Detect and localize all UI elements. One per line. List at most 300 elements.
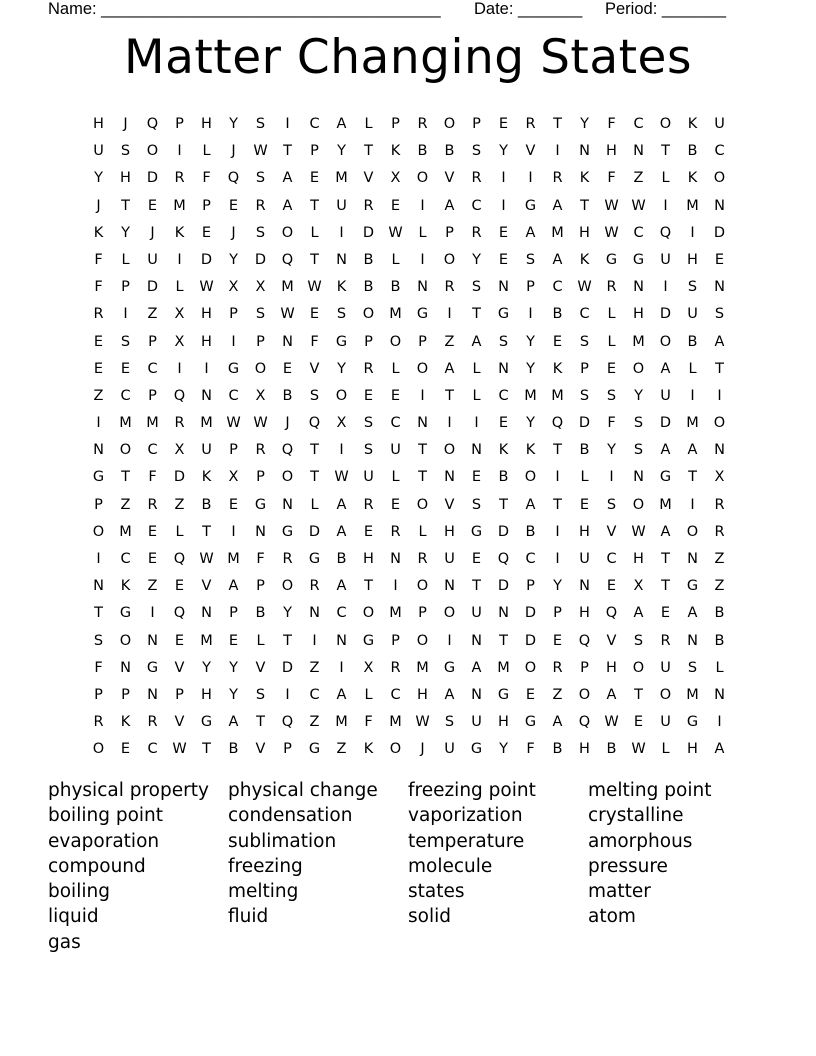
grid-letter: N <box>687 632 698 649</box>
grid-letter: G <box>605 251 618 268</box>
grid-letter: Z <box>309 714 320 731</box>
grid-letter: G <box>470 523 483 540</box>
grid-letter: Q <box>281 251 294 268</box>
grid-letter: E <box>498 116 509 132</box>
grid-letter: F <box>94 659 103 676</box>
grid-letter: T <box>283 632 292 649</box>
grid-letter: K <box>174 224 185 241</box>
grid-letter: A <box>606 686 617 703</box>
grid-letter: A <box>552 251 563 268</box>
grid-letter: M <box>551 387 564 404</box>
word-bank-item: compound <box>48 855 146 877</box>
grid-letter: T <box>418 442 427 459</box>
grid-letter: P <box>391 116 400 132</box>
grid-letter: I <box>231 333 236 350</box>
grid-letter: B <box>390 279 401 296</box>
grid-letter: D <box>254 251 267 268</box>
grid-letter: R <box>390 523 401 540</box>
grid-letter: F <box>607 116 616 132</box>
grid-letter: O <box>632 360 645 377</box>
grid-letter: M <box>389 605 402 622</box>
grid-letter: P <box>418 333 427 350</box>
grid-letter: V <box>255 659 266 676</box>
grid-letter: E <box>471 469 482 486</box>
grid-letter: S <box>336 306 347 323</box>
grid-letter: L <box>202 143 211 160</box>
grid-letter: I <box>177 360 182 377</box>
grid-letter: Q <box>173 605 186 622</box>
grid-letter: T <box>661 143 670 160</box>
grid-letter: Y <box>553 578 562 595</box>
grid-letter: B <box>228 741 239 758</box>
grid-letter: I <box>501 170 506 187</box>
grid-letter: M <box>335 714 348 731</box>
grid-letter: F <box>256 551 265 567</box>
grid-letter: E <box>660 605 671 622</box>
grid-letter: C <box>147 741 158 758</box>
grid-letter: L <box>715 659 724 676</box>
grid-letter: O <box>416 360 429 377</box>
grid-letter: O <box>281 469 294 486</box>
grid-letter: A <box>336 496 347 513</box>
grid-letter: Z <box>147 578 158 595</box>
grid-letter: L <box>661 741 670 758</box>
grid-letter: O <box>119 442 132 459</box>
grid-letter: Z <box>552 686 563 703</box>
grid-letter: U <box>687 306 698 323</box>
grid-letter: F <box>364 714 373 731</box>
grid-letter: E <box>120 741 131 758</box>
grid-letter: U <box>660 387 671 404</box>
grid-letter: M <box>686 197 699 214</box>
grid-letter: E <box>498 415 509 432</box>
grid-letter: N <box>93 442 104 459</box>
grid-letter: F <box>310 333 319 350</box>
grid-letter: M <box>389 306 402 323</box>
grid-letter: W <box>631 197 646 214</box>
grid-letter: A <box>444 197 455 214</box>
grid-letter: E <box>363 523 374 540</box>
grid-letter: S <box>93 632 104 649</box>
grid-letter: O <box>335 387 348 404</box>
grid-letter: M <box>551 224 564 241</box>
grid-letter: H <box>444 523 455 540</box>
grid-letter: H <box>201 333 212 350</box>
grid-letter: T <box>364 143 373 160</box>
grid-letter: D <box>524 605 537 622</box>
grid-letter: N <box>417 279 428 296</box>
grid-letter: U <box>147 251 158 268</box>
grid-letter: O <box>362 605 375 622</box>
grid-letter: C <box>552 279 563 296</box>
grid-letter: S <box>120 333 131 350</box>
grid-letter: W <box>631 741 646 758</box>
grid-letter: B <box>498 469 509 486</box>
grid-letter: M <box>416 659 429 676</box>
grid-letter: G <box>443 659 456 676</box>
grid-letter: N <box>498 360 509 377</box>
grid-letter: S <box>471 143 482 160</box>
word-bank-item: pressure <box>588 855 668 877</box>
grid-letter: R <box>552 659 563 676</box>
grid-letter: S <box>687 659 698 676</box>
grid-letter: S <box>687 279 698 296</box>
grid-letter: E <box>471 551 482 567</box>
grid-letter: O <box>659 116 672 132</box>
grid-letter: T <box>553 442 562 459</box>
word-bank-item: crystalline <box>588 805 684 827</box>
grid-letter: B <box>552 741 563 758</box>
period-field-label: Period: _______ <box>605 0 727 18</box>
grid-letter: I <box>717 714 722 731</box>
grid-letter: S <box>444 714 455 731</box>
header-fields <box>48 0 768 20</box>
grid-letter: R <box>525 116 536 132</box>
grid-letter: L <box>607 306 616 323</box>
grid-letter: S <box>309 387 320 404</box>
grid-letter: W <box>604 714 619 731</box>
grid-letter: Q <box>659 224 672 241</box>
grid-letter: Y <box>472 251 481 268</box>
grid-letter: N <box>714 279 725 296</box>
grid-letter: D <box>146 170 159 187</box>
grid-letter: P <box>256 578 265 595</box>
grid-letter: E <box>552 632 563 649</box>
grid-letter: S <box>606 496 617 513</box>
grid-letter: L <box>661 170 670 187</box>
grid-letter: R <box>282 551 293 567</box>
grid-letter: N <box>471 632 482 649</box>
grid-letter: W <box>604 224 619 241</box>
grid-letter: P <box>283 741 292 758</box>
grid-letter: I <box>150 605 155 622</box>
grid-letter: C <box>633 224 644 241</box>
grid-letter: O <box>416 170 429 187</box>
grid-letter: R <box>552 170 563 187</box>
grid-letter: Y <box>337 360 346 377</box>
grid-letter: I <box>447 306 452 323</box>
grid-letter: Q <box>146 116 159 132</box>
grid-letter: P <box>202 197 211 214</box>
grid-letter: Y <box>229 686 238 703</box>
grid-letter: P <box>526 578 535 595</box>
word-bank-item: freezing point <box>408 780 536 801</box>
grid-letter: Q <box>578 632 591 649</box>
grid-letter: V <box>201 578 212 595</box>
grid-letter: A <box>525 496 536 513</box>
grid-letter: T <box>661 551 670 567</box>
grid-letter: P <box>175 686 184 703</box>
grid-letter: S <box>525 251 536 268</box>
grid-letter: Y <box>229 659 238 676</box>
grid-letter: U <box>444 551 455 567</box>
grid-letter: V <box>174 714 185 731</box>
grid-letter: R <box>363 360 374 377</box>
grid-letter: A <box>336 523 347 540</box>
grid-letter: F <box>94 251 103 268</box>
grid-letter: T <box>580 197 589 214</box>
grid-letter: A <box>633 605 644 622</box>
grid-letter: S <box>363 442 374 459</box>
grid-letter: A <box>471 659 482 676</box>
grid-letter: A <box>228 578 239 595</box>
grid-letter: S <box>579 387 590 404</box>
grid-letter: I <box>393 578 398 595</box>
word-bank-item: solid <box>408 906 451 928</box>
grid-letter: O <box>524 469 537 486</box>
grid-letter: R <box>714 496 725 513</box>
grid-letter: I <box>555 551 560 567</box>
grid-letter: D <box>524 632 537 649</box>
grid-letter: G <box>524 714 537 731</box>
grid-letter: K <box>579 251 590 268</box>
grid-letter: B <box>606 741 617 758</box>
grid-letter: E <box>228 197 239 214</box>
grid-letter: M <box>200 415 213 432</box>
grid-letter: O <box>659 333 672 350</box>
grid-letter: G <box>470 741 483 758</box>
grid-letter: E <box>498 224 509 241</box>
grid-letter: H <box>201 116 212 132</box>
grid-letter: N <box>498 279 509 296</box>
grid-letter: N <box>282 333 293 350</box>
grid-letter: M <box>146 415 159 432</box>
grid-letter: W <box>307 279 322 296</box>
grid-letter: P <box>229 442 238 459</box>
grid-letter: X <box>390 170 401 187</box>
grid-letter: Z <box>147 306 158 323</box>
grid-letter: C <box>579 306 590 323</box>
grid-letter: M <box>119 415 132 432</box>
grid-letter: X <box>228 279 239 296</box>
grid-letter: H <box>498 714 509 731</box>
grid-letter: N <box>687 551 698 567</box>
grid-letter: H <box>579 741 590 758</box>
grid-letter: I <box>555 469 560 486</box>
grid-letter: I <box>96 415 101 432</box>
grid-letter: M <box>200 632 213 649</box>
grid-letter: I <box>123 306 128 323</box>
grid-letter: H <box>687 741 698 758</box>
grid-letter: L <box>310 224 319 241</box>
grid-letter: E <box>525 686 536 703</box>
grid-letter: W <box>199 551 214 567</box>
grid-letter: P <box>148 387 157 404</box>
grid-letter: N <box>120 659 131 676</box>
grid-letter: G <box>335 333 348 350</box>
grid-letter: P <box>580 659 589 676</box>
grid-letter: I <box>609 469 614 486</box>
grid-letter: E <box>201 224 212 241</box>
grid-letter: B <box>714 632 725 649</box>
grid-letter: G <box>119 605 132 622</box>
grid-letter: V <box>606 632 617 649</box>
grid-letter: X <box>363 659 374 676</box>
grid-letter: K <box>687 170 698 187</box>
grid-letter: N <box>579 578 590 595</box>
grid-letter: U <box>444 741 455 758</box>
grid-letter: U <box>579 551 590 567</box>
grid-letter: L <box>472 387 481 404</box>
grid-letter: Y <box>94 170 103 187</box>
grid-letter: A <box>336 686 347 703</box>
grid-letter: P <box>229 605 238 622</box>
grid-letter: N <box>714 686 725 703</box>
grid-letter: I <box>555 523 560 540</box>
grid-letter: E <box>390 197 401 214</box>
grid-letter: E <box>147 197 158 214</box>
grid-letter: B <box>363 251 374 268</box>
word-bank-item: amorphous <box>588 830 693 852</box>
grid-letter: G <box>686 714 699 731</box>
grid-letter: D <box>146 279 159 296</box>
grid-letter: S <box>606 387 617 404</box>
grid-letter: T <box>688 469 697 486</box>
word-bank-item: physical change <box>228 780 378 801</box>
word-search-grid <box>85 114 733 767</box>
grid-letter: L <box>580 469 589 486</box>
grid-letter: E <box>174 632 185 649</box>
grid-letter: F <box>94 279 103 296</box>
word-bank-item: physical property <box>48 780 209 801</box>
grid-letter: N <box>201 387 212 404</box>
grid-letter: F <box>607 415 616 432</box>
grid-letter: K <box>552 360 563 377</box>
grid-letter: Y <box>526 360 535 377</box>
grid-letter: G <box>92 469 105 486</box>
grid-letter: N <box>498 605 509 622</box>
grid-letter: S <box>120 143 131 160</box>
grid-letter: A <box>228 714 239 731</box>
grid-letter: D <box>659 306 672 323</box>
grid-letter: E <box>228 632 239 649</box>
grid-letter: L <box>472 360 481 377</box>
grid-letter: P <box>256 333 265 350</box>
grid-letter: I <box>285 686 290 703</box>
grid-letter: G <box>362 632 375 649</box>
grid-letter: H <box>579 523 590 540</box>
grid-letter: N <box>444 578 455 595</box>
grid-letter: J <box>285 415 290 432</box>
grid-letter: P <box>472 116 481 132</box>
grid-letter: A <box>336 116 347 132</box>
grid-letter: E <box>633 714 644 731</box>
grid-letter: F <box>526 741 535 758</box>
grid-letter: E <box>363 387 374 404</box>
grid-letter: M <box>524 387 537 404</box>
grid-letter: E <box>93 333 104 350</box>
grid-letter: Y <box>580 116 589 132</box>
grid-letter: E <box>93 360 104 377</box>
grid-letter: R <box>255 442 266 459</box>
word-bank-item: states <box>408 881 465 903</box>
grid-letter: X <box>714 469 725 486</box>
grid-letter: G <box>146 659 159 676</box>
grid-letter: R <box>363 197 374 214</box>
grid-letter: B <box>201 496 212 513</box>
grid-letter: Y <box>121 224 130 241</box>
grid-letter: K <box>579 170 590 187</box>
grid-letter: S <box>633 415 644 432</box>
grid-letter: M <box>389 714 402 731</box>
grid-letter: V <box>444 496 455 513</box>
grid-letter: P <box>418 605 427 622</box>
grid-letter: C <box>147 360 158 377</box>
grid-letter: U <box>390 442 401 459</box>
grid-letter: W <box>280 306 295 323</box>
grid-letter: H <box>120 170 131 187</box>
word-bank-item: sublimation <box>228 830 337 852</box>
grid-letter: T <box>634 686 643 703</box>
grid-letter: M <box>632 333 645 350</box>
grid-letter: I <box>690 387 695 404</box>
grid-letter: E <box>309 170 320 187</box>
word-bank-item: fluid <box>228 906 269 928</box>
grid-letter: I <box>339 442 344 459</box>
grid-letter: J <box>150 224 155 241</box>
grid-letter: T <box>310 251 319 268</box>
grid-letter: U <box>336 197 347 214</box>
grid-letter: R <box>606 279 617 296</box>
grid-letter: O <box>659 686 672 703</box>
grid-letter: T <box>553 116 562 132</box>
grid-letter: R <box>390 659 401 676</box>
grid-letter: P <box>229 306 238 323</box>
grid-letter: T <box>310 469 319 486</box>
grid-letter: R <box>660 632 671 649</box>
grid-letter: G <box>497 686 510 703</box>
grid-letter: O <box>686 523 699 540</box>
grid-letter: C <box>390 415 401 432</box>
grid-letter: E <box>174 578 185 595</box>
grid-letter: B <box>579 442 590 459</box>
grid-letter: S <box>498 333 509 350</box>
grid-letter: T <box>472 578 481 595</box>
grid-letter: G <box>281 523 294 540</box>
grid-letter: X <box>633 578 644 595</box>
grid-letter: P <box>94 686 103 703</box>
grid-letter: N <box>336 251 347 268</box>
word-bank-item: condensation <box>228 805 353 827</box>
grid-letter: Z <box>93 387 104 404</box>
grid-letter: L <box>391 469 400 486</box>
grid-letter: B <box>282 387 293 404</box>
grid-letter: I <box>312 632 317 649</box>
grid-letter: O <box>281 224 294 241</box>
grid-letter: A <box>525 224 536 241</box>
grid-letter: H <box>606 659 617 676</box>
grid-letter: C <box>498 387 509 404</box>
grid-letter: L <box>175 279 184 296</box>
grid-letter: P <box>580 360 589 377</box>
grid-letter: Z <box>336 741 347 758</box>
grid-letter: O <box>524 659 537 676</box>
grid-letter: L <box>607 333 616 350</box>
grid-letter: V <box>309 360 320 377</box>
grid-letter: A <box>660 523 671 540</box>
grid-letter: P <box>391 632 400 649</box>
grid-letter: D <box>578 415 591 432</box>
grid-letter: T <box>121 469 130 486</box>
grid-letter: K <box>93 224 104 241</box>
grid-letter: S <box>714 306 725 323</box>
grid-letter: S <box>471 496 482 513</box>
grid-letter: O <box>713 170 726 187</box>
grid-letter: A <box>660 442 671 459</box>
grid-letter: V <box>606 523 617 540</box>
page-title: Matter Changing States <box>124 30 692 85</box>
grid-letter: U <box>471 605 482 622</box>
